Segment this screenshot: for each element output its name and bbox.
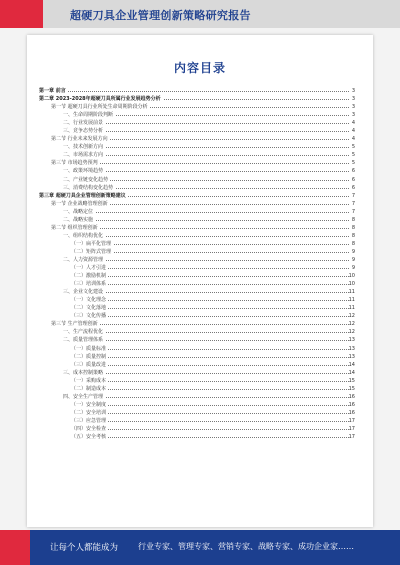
- toc-entry-page: 6: [351, 184, 355, 191]
- toc-entry-page: 13: [348, 337, 355, 344]
- toc-entry[interactable]: [27, 336, 373, 344]
- toc-entry-text: （一）安全制度: [71, 401, 107, 408]
- toc-leader-dots: [67, 171, 349, 172]
- toc-entry-text: （二）质量控制: [71, 353, 107, 360]
- toc-entry-page: 8: [351, 216, 355, 223]
- toc-leader-dots: [75, 244, 349, 245]
- toc-leader-dots: [67, 397, 349, 398]
- toc-entry-page: 8: [351, 240, 355, 247]
- toc-entry-page: 3: [351, 112, 355, 119]
- toc-leader-dots: [67, 155, 349, 156]
- toc-leader-dots: [75, 276, 349, 277]
- toc-entry-text: 第三节 市场趋势预判: [51, 160, 98, 167]
- toc-leader-dots: [67, 292, 349, 293]
- toc-leader-dots: [67, 147, 349, 148]
- toc-entry-text: 一、组织结构优化: [63, 232, 104, 239]
- toc-leader-dots: [75, 316, 349, 317]
- toc-entry-page: 3: [351, 88, 355, 94]
- toc-entry-text: 三、竞争态势分析: [63, 128, 104, 135]
- toc-leader-dots: [75, 365, 349, 366]
- toc-entry-page: 13: [348, 353, 355, 360]
- toc-entry-text: （三）质量改进: [71, 361, 107, 368]
- toc-entry-text: 二、产业链变化趋势: [63, 176, 109, 183]
- toc-entry-page: 12: [348, 329, 355, 336]
- toc-entry-page: 3: [351, 104, 355, 111]
- toc-entry[interactable]: [27, 151, 373, 159]
- toc-entry-text: 第二节 组织管理创新: [51, 224, 98, 231]
- toc-entry-page: 11: [348, 297, 355, 304]
- toc-entry[interactable]: [27, 353, 373, 361]
- toc-entry-page: 16: [348, 393, 355, 400]
- toc-entry[interactable]: [27, 224, 373, 232]
- toc-entry-text: 三、企业文化建设: [63, 289, 104, 296]
- toc-leader-dots: [75, 252, 349, 253]
- toc-entry[interactable]: [27, 200, 373, 208]
- toc-entry-text: （三）培训体系: [71, 281, 107, 288]
- toc-entry[interactable]: [27, 409, 373, 417]
- toc-entry-text: 第一节 企业战略管理创新: [51, 200, 108, 207]
- toc-entry[interactable]: [27, 216, 373, 224]
- toc-entry[interactable]: [27, 320, 373, 328]
- toc-leader-dots: [75, 413, 349, 414]
- toc-entry[interactable]: [27, 127, 373, 135]
- toc-entry-page: 6: [351, 176, 355, 183]
- toc-entry[interactable]: [27, 377, 373, 385]
- toc-entry[interactable]: [27, 159, 373, 167]
- toc-entry-page: 16: [348, 409, 355, 416]
- toc-entry-page: 7: [351, 208, 355, 215]
- toc-entry-page: 7: [351, 192, 355, 199]
- toc-leader-dots: [67, 212, 349, 213]
- toc-entry[interactable]: [27, 280, 373, 288]
- toc-entry-text: 二、战略实施: [63, 216, 94, 223]
- toc-entry-page: 8: [351, 224, 355, 231]
- toc-entry-page: 12: [348, 313, 355, 320]
- toc-entry[interactable]: [27, 369, 373, 377]
- toc-entry[interactable]: [27, 192, 373, 200]
- toc-entry[interactable]: [27, 361, 373, 369]
- toc-leader-dots: [75, 268, 349, 269]
- toc-entry[interactable]: [27, 240, 373, 248]
- toc-leader-dots: [75, 437, 349, 438]
- toc-entry[interactable]: [27, 312, 373, 320]
- toc-entry-text: （四）安全检查: [71, 425, 107, 432]
- toc-entry[interactable]: [27, 111, 373, 119]
- toc-entry-text: 第三章 超硬刀具企业管理创新策略建议: [39, 192, 126, 199]
- toc-entry[interactable]: [27, 232, 373, 240]
- toc-heading: 内容目录: [173, 61, 226, 75]
- toc-entry-page: 12: [348, 321, 355, 328]
- toc-leader-dots: [67, 260, 349, 261]
- toc-entry-text: 第二节 行业未来发展方向: [51, 136, 108, 143]
- toc-entry-text: （二）制造成本: [71, 385, 107, 392]
- footer-roles: 行业专家、管理专家、营销专家、战略专家、成功企业家……: [138, 542, 354, 551]
- toc-entry-text: 一、政策环境趋势: [63, 168, 104, 175]
- toc-leader-dots: [43, 91, 349, 92]
- toc-entry-page: 10: [348, 281, 355, 288]
- toc-entry-text: （二）激励机制: [71, 273, 107, 280]
- toc-entry-page: 5: [351, 144, 355, 151]
- toc-entry[interactable]: [27, 208, 373, 216]
- toc-entry[interactable]: [27, 184, 373, 192]
- toc-entry-text: （一）文化理念: [71, 297, 107, 304]
- toc-entry[interactable]: [27, 119, 373, 127]
- toc-entry[interactable]: [27, 328, 373, 336]
- toc-leader-dots: [75, 308, 349, 309]
- toc-entry-page: 13: [348, 345, 355, 352]
- toc-entry-text: （二）矩阵式管理: [71, 248, 112, 255]
- toc-entry[interactable]: [27, 87, 373, 95]
- toc-entry-page: 17: [348, 425, 355, 432]
- toc-leader-dots: [75, 405, 349, 406]
- toc-entry-text: 二、人力资源管理: [63, 256, 104, 263]
- toc-entry-page: 15: [348, 385, 355, 392]
- toc-entry[interactable]: [27, 103, 373, 111]
- toc-entry[interactable]: [27, 417, 373, 425]
- footer-accent: [0, 530, 30, 565]
- toc-entry[interactable]: [27, 345, 373, 353]
- toc-entry-text: （二）文化落地: [71, 305, 107, 312]
- toc-entry-text: 二、行业发展前景: [63, 120, 104, 127]
- toc-entry[interactable]: [27, 288, 373, 296]
- toc-entry-text: 第一节 超硬刀具行业所处生命周期阶段分析: [51, 104, 148, 111]
- toc-entry-page: 10: [348, 273, 355, 280]
- toc-entry-page: 5: [351, 152, 355, 159]
- toc-entry-page: 4: [351, 136, 355, 143]
- toc-entry-text: （一）人才引进: [71, 265, 107, 272]
- toc-entry[interactable]: [27, 167, 373, 175]
- toc-entry-page: 9: [351, 265, 355, 272]
- toc-entry-text: 二、质量管理体系: [63, 337, 104, 344]
- toc-entry[interactable]: [27, 296, 373, 304]
- toc-leader-dots: [75, 389, 349, 390]
- toc-entry-text: （三）应急管理: [71, 417, 107, 424]
- toc-entry[interactable]: [27, 248, 373, 256]
- toc-entry-text: （五）安全考核: [71, 434, 107, 441]
- toc-entry-page: 16: [348, 401, 355, 408]
- toc-leader-dots: [75, 349, 349, 350]
- header-accent: [0, 0, 43, 28]
- toc-entry-text: 第二章 2023-2028年超硬刀具所属行业发展趋势分析: [39, 96, 161, 103]
- toc-entry-page: 17: [348, 417, 355, 424]
- toc-entry-page: 15: [348, 377, 355, 384]
- toc-entry-text: 第一章 前言: [39, 88, 66, 94]
- toc-entry-text: 三、成本控制策略: [63, 369, 104, 376]
- toc-entry-page: 3: [351, 96, 355, 103]
- toc-leader-dots: [75, 357, 349, 358]
- toc-entry-text: 一、生命周期阶段判断: [63, 112, 114, 119]
- toc-leader-dots: [67, 340, 349, 341]
- toc-entry-text: （二）安全培训: [71, 409, 107, 416]
- toc-entry-text: （一）质量标准: [71, 345, 107, 352]
- toc-entry-page: 9: [351, 248, 355, 255]
- toc-leader-dots: [67, 220, 349, 221]
- toc-entry-page: 5: [351, 160, 355, 167]
- toc-entry-text: 三、消费结构变化趋势: [63, 184, 114, 191]
- toc-entry-text: 二、市场需求方向: [63, 152, 104, 159]
- toc-entry[interactable]: [27, 385, 373, 393]
- toc-entry-page: 4: [351, 120, 355, 127]
- toc-entry[interactable]: [27, 256, 373, 264]
- document-page: [27, 35, 373, 527]
- toc-entry-page: 17: [348, 434, 355, 441]
- toc-entry[interactable]: [27, 264, 373, 272]
- toc-entry[interactable]: [27, 135, 373, 143]
- toc-leader-dots: [67, 123, 349, 124]
- toc-entry-page: 14: [348, 361, 355, 368]
- toc-entry-page: 7: [351, 200, 355, 207]
- report-title: 超硬刀具企业管理创新策略研究报告: [70, 9, 251, 22]
- toc-entry[interactable]: [27, 393, 373, 401]
- footer-slogan: 让每个人都能成为: [50, 543, 119, 553]
- toc-entry-text: （一）采购成本: [71, 377, 107, 384]
- toc-entry-page: 11: [348, 289, 355, 296]
- toc-entry-page: 14: [348, 369, 355, 376]
- toc-entry-text: （一）扁平化管理: [71, 240, 112, 247]
- toc-entry[interactable]: [27, 425, 373, 433]
- toc-entry-text: 一、战略定位: [63, 208, 94, 215]
- toc-leader-dots: [75, 421, 349, 422]
- toc-entry[interactable]: [27, 401, 373, 409]
- toc-entry-text: 第三节 生产管理创新: [51, 321, 98, 328]
- toc-entry[interactable]: [27, 143, 373, 151]
- toc-entry-page: 9: [351, 256, 355, 263]
- toc-leader-dots: [67, 236, 349, 237]
- toc-leader-dots: [75, 381, 349, 382]
- toc-entry-text: 四、安全生产管理: [63, 393, 104, 400]
- toc-leader-dots: [67, 131, 349, 132]
- toc-entry[interactable]: [27, 95, 373, 103]
- toc-leader-dots: [75, 429, 349, 430]
- toc-entry-page: 8: [351, 232, 355, 239]
- toc-entry-text: 一、生产流程优化: [63, 329, 104, 336]
- toc-entry-text: （三）文化传播: [71, 313, 107, 320]
- toc-entry-page: 4: [351, 128, 355, 135]
- toc-entry[interactable]: [27, 304, 373, 312]
- toc-entry[interactable]: [27, 433, 373, 441]
- toc-leader-dots: [75, 284, 349, 285]
- toc-entry-page: 6: [351, 168, 355, 175]
- toc-entry[interactable]: [27, 176, 373, 184]
- toc-leader-dots: [67, 373, 349, 374]
- toc-entry-page: 11: [348, 305, 355, 312]
- toc-leader-dots: [75, 300, 349, 301]
- toc-list: [27, 87, 373, 441]
- toc-entry-text: 一、技术创新方向: [63, 144, 104, 151]
- toc-entry[interactable]: [27, 272, 373, 280]
- toc-leader-dots: [67, 332, 349, 333]
